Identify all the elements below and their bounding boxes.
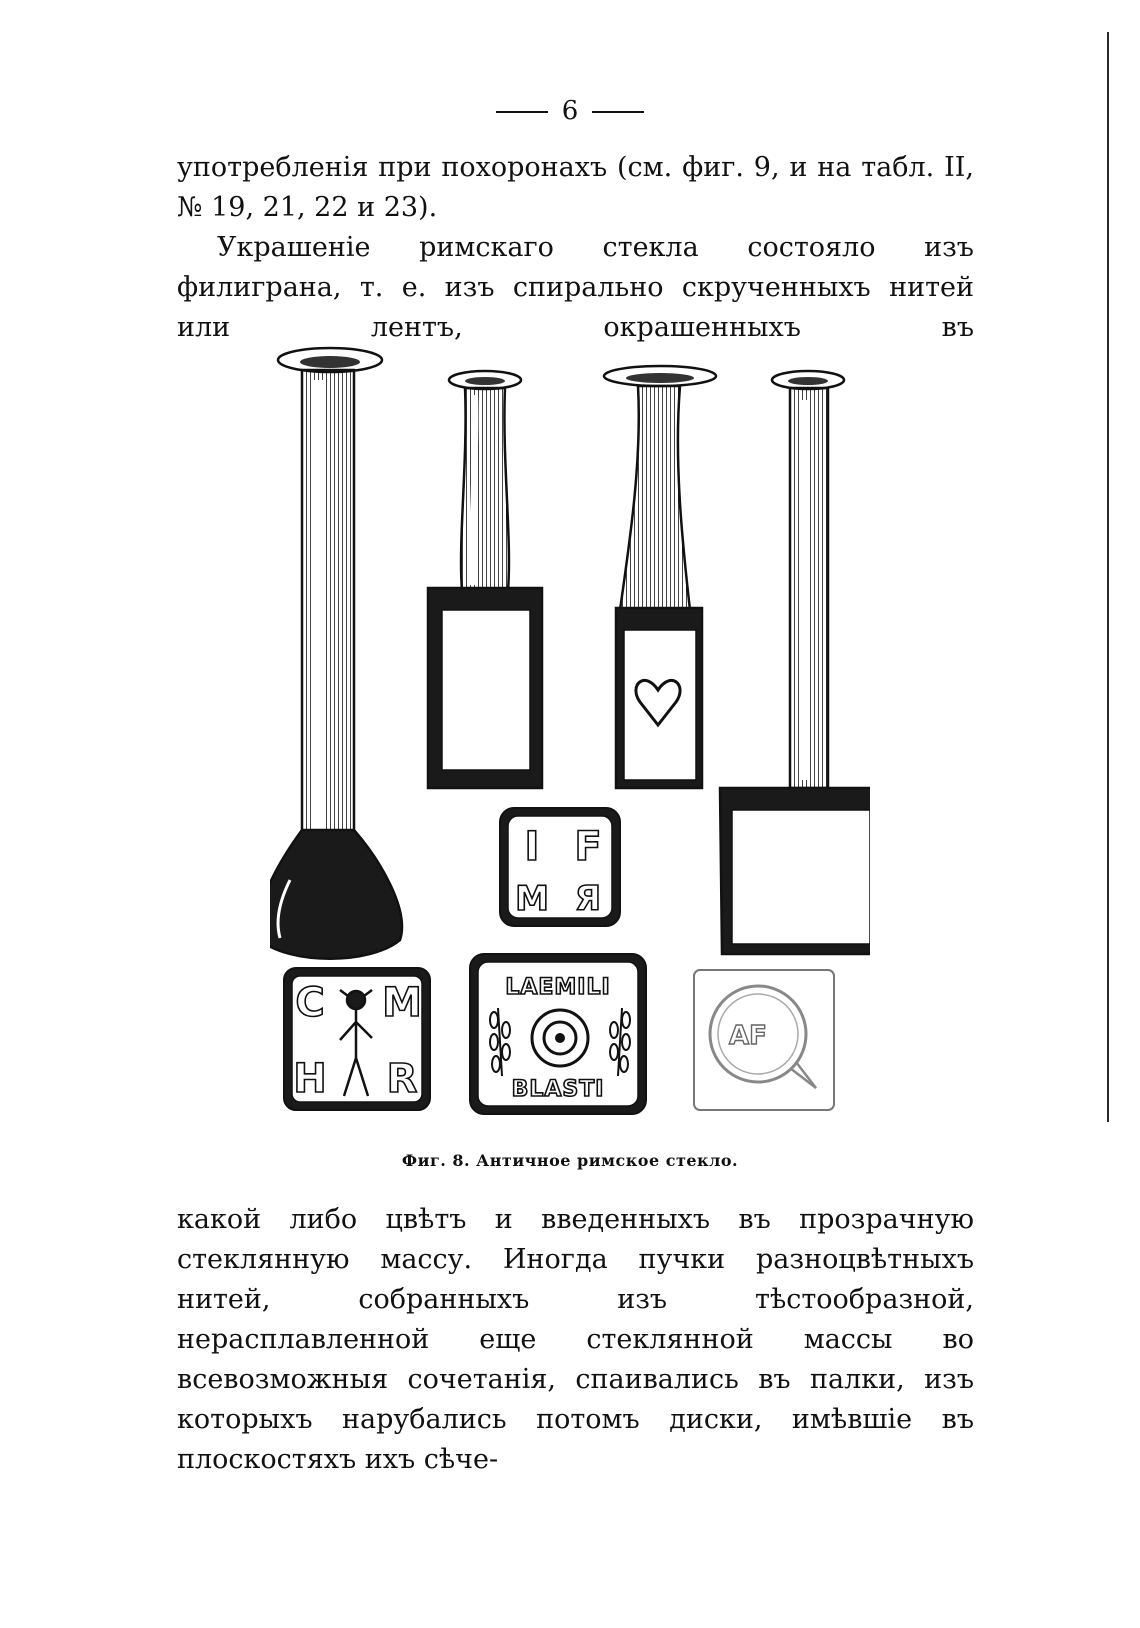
scan-edge-line bbox=[1107, 32, 1109, 1122]
stamp-b bbox=[284, 968, 430, 1110]
stamp-a-letter-bottom-left: M bbox=[515, 879, 549, 919]
page-number bbox=[0, 96, 1140, 126]
roman-glass-illustration bbox=[270, 340, 870, 1120]
page-number-dash-right bbox=[592, 111, 644, 113]
figure-roman-glass bbox=[270, 340, 870, 1120]
paragraph-filigree-continuation: какой либо цвѣтъ и введенныхъ въ прозрачную стеклянную массу. Иногда пучки разноцвѣтныхъ нитей, собранныхъ изъ тѣстообразной, нерасплавленной еще стеклянной массы во всевозможныя сочетанія, спаивались въ палки, изъ которыхъ нарубались потомъ диски, имѣвшіе въ плоскостяхъ ихъ сѣче- bbox=[177, 1204, 974, 1475]
stamp-a-letter-top-left: I bbox=[524, 824, 540, 870]
vessel-heart-bottle bbox=[604, 366, 716, 788]
stamp-d-monogram: AF bbox=[729, 1021, 767, 1051]
stamp-a-letter-bottom-right: Я bbox=[574, 879, 602, 919]
stamp-b-letter-m: M bbox=[382, 980, 422, 1026]
stamp-a-letter-top-right: F bbox=[574, 824, 602, 870]
vessel-bell-unguentarium bbox=[270, 348, 402, 959]
stamp-b-letter-r: R bbox=[386, 1056, 418, 1102]
page-number-value: 6 bbox=[561, 96, 579, 126]
vessel-square-bottle-1 bbox=[428, 371, 542, 788]
stamp-d bbox=[694, 970, 834, 1110]
page-number-dash-left bbox=[496, 111, 548, 113]
stamp-b-letter-c: C bbox=[295, 980, 325, 1026]
paragraph-decoration: Украшеніе римскаго стекла состояло изъ филиграна, т. е. изъ спирально скрученныхъ нитей или лентъ, окрашенныхъ въ bbox=[177, 232, 974, 343]
stamp-c-bottom-text: BLASTI bbox=[511, 1077, 605, 1102]
figure-caption: Фиг. 8. Античное римское стекло. bbox=[401, 1151, 739, 1170]
stamp-c-top-text: LAEMILI bbox=[505, 975, 611, 1000]
stamp-b-letter-h: H bbox=[293, 1056, 327, 1102]
vessel-tall-square-bottle bbox=[720, 371, 870, 954]
stamp-a bbox=[500, 808, 620, 926]
bottom-text-block bbox=[177, 1200, 974, 1480]
stamp-c bbox=[470, 954, 646, 1114]
top-text-block bbox=[177, 148, 974, 348]
paragraph-burial-use: употребленія при похоронахъ (см. фиг. 9, и на табл. II, № 19, 21, 22 и 23). bbox=[177, 152, 974, 223]
